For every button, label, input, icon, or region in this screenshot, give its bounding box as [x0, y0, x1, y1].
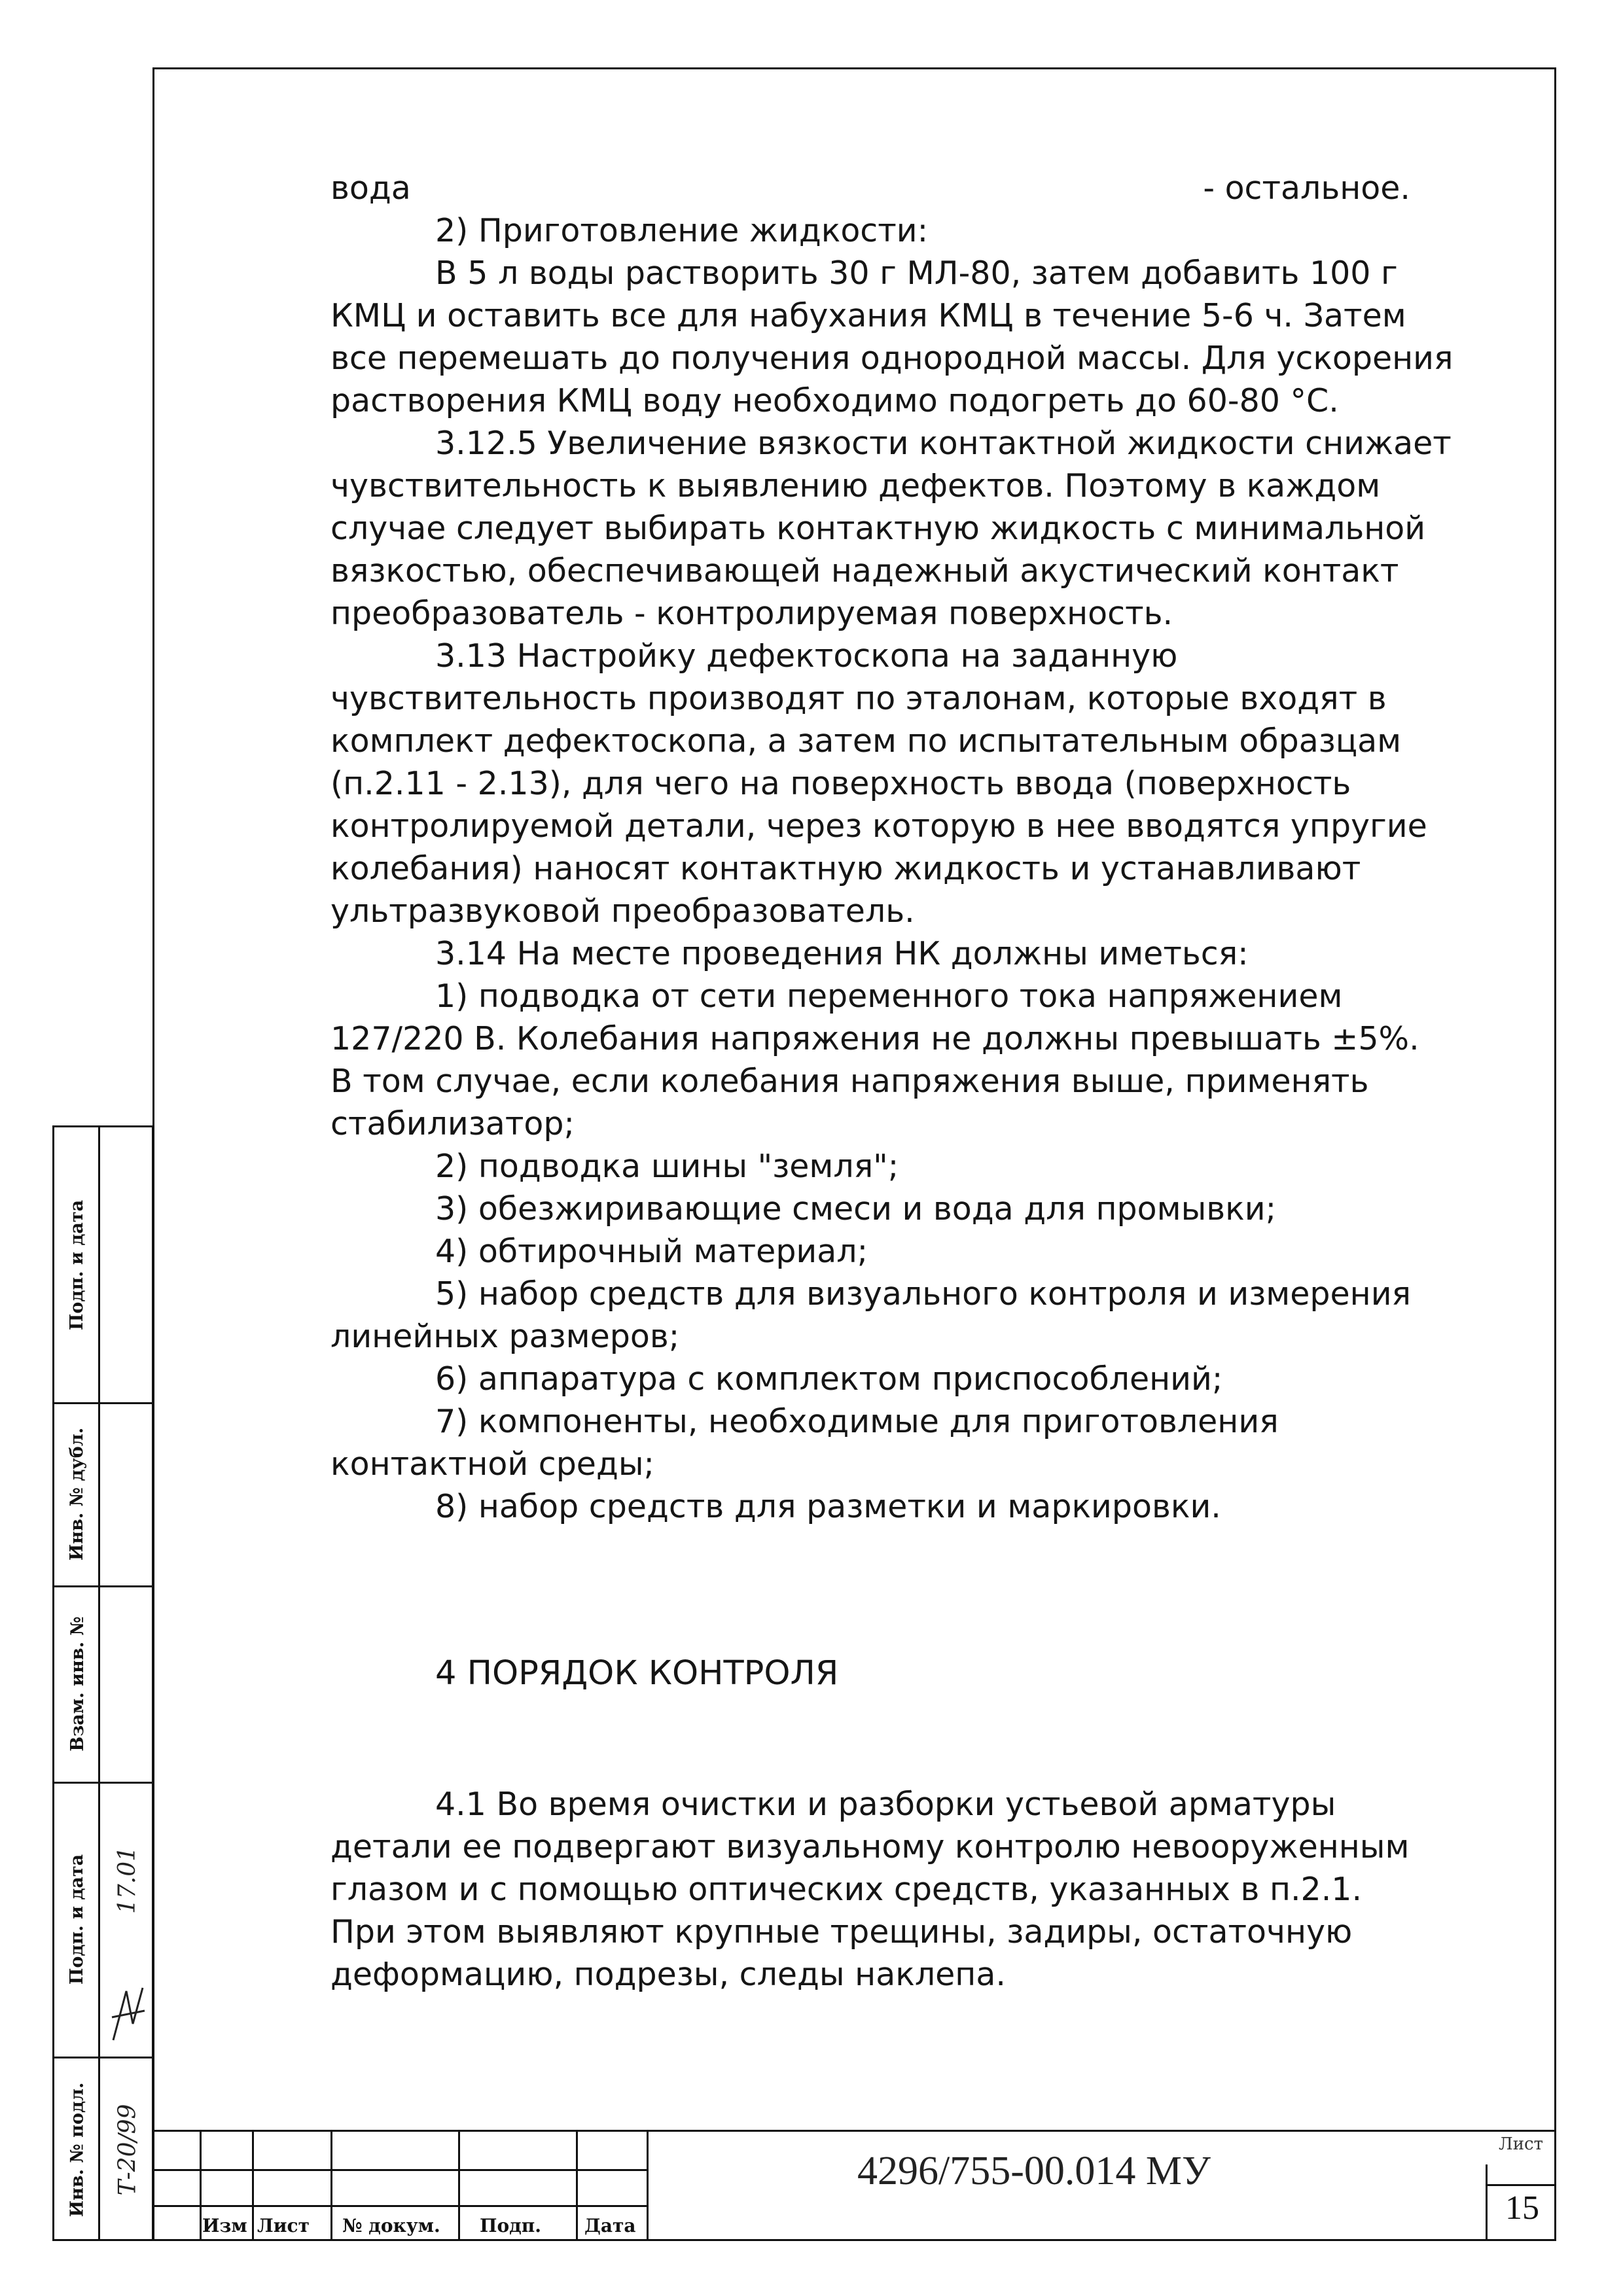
- text-line: 3.13 Настройку дефектоскопа на заданную: [435, 637, 1178, 675]
- text-line: 3.12.5 Увеличение вязкости контактной жидкости снижает: [435, 425, 1452, 462]
- text-line: стабилизатор;: [330, 1105, 575, 1142]
- handwritten-inv: [101, 2057, 154, 2243]
- title-block: [152, 2130, 1556, 2241]
- document-body: [330, 167, 1489, 1996]
- handwritten-date: [101, 1782, 154, 1978]
- title-block-rule: [200, 2130, 202, 2241]
- text-line: 7) компоненты, необходимые для приготовления: [435, 1403, 1279, 1440]
- text-line: В том случае, если колебания напряжения выше, применять: [330, 1063, 1369, 1100]
- text-line: 4) обтирочный материал;: [435, 1233, 868, 1270]
- document-number: 4296/755-00.014 МУ: [857, 2149, 1211, 2193]
- dokum-label: № докум.: [342, 2215, 440, 2236]
- text-line: колебания) наносят контактную жидкость и устанавливают: [330, 850, 1361, 887]
- text-line: деформацию, подрезы, следы наклепа.: [330, 1956, 1006, 1993]
- stamp-label: Взам. инв. №: [67, 1616, 88, 1752]
- text-line: глазом и с помощью оптических средств, указанных в п.2.1.: [330, 1871, 1363, 1908]
- stamp-cell: [54, 1782, 100, 2057]
- text-line: КМЦ и оставить все для набухания КМЦ в течение 5-6 ч. Затем: [330, 297, 1406, 334]
- stamp-label: Инв. № подл.: [67, 2082, 88, 2217]
- text-line: контролируемой детали, через которую в нее вводятся упругие: [330, 807, 1427, 845]
- sheet-number: 15: [1505, 2189, 1539, 2227]
- title-block-rule: [152, 2130, 1556, 2132]
- stamp-label: Инв. № дубл.: [67, 1427, 88, 1561]
- text-line: 2) Приготовление жидкости:: [435, 212, 929, 249]
- section-heading: 4 ПОРЯДОК КОНТРОЛЯ: [435, 1654, 839, 1693]
- text-line-left: вода: [330, 169, 411, 207]
- text-line: 8) набор средств для разметки и маркировки.: [435, 1488, 1221, 1525]
- text-line: линейных размеров;: [330, 1318, 680, 1355]
- text-line: 1) подводка от сети переменного тока напряжением: [435, 978, 1343, 1015]
- text-line: контактной среды;: [330, 1445, 655, 1483]
- text-line: чувствительность производят по эталонам, которые входят в: [330, 680, 1387, 717]
- text-line: 4.1 Во время очистки и разборки устьевой арматуры: [435, 1786, 1336, 1823]
- text-line: вязкостью, обеспечивающей надежный акустический контакт: [330, 552, 1399, 590]
- izm-label: Изм: [202, 2215, 247, 2236]
- text-line: 5) набор средств для визуального контроля и измерения: [435, 1275, 1412, 1313]
- title-block-rule: [458, 2130, 460, 2241]
- side-stamp: [52, 1125, 154, 2241]
- text-line: 3) обезжиривающие смеси и вода для промывки;: [435, 1190, 1277, 1227]
- text-line: В 5 л воды растворить 30 г МЛ-80, затем добавить 100 г: [435, 255, 1398, 292]
- handwritten-date-text: 17.01: [114, 1846, 141, 1914]
- text-line: чувствительность к выявлению дефектов. Поэтому в каждом: [330, 467, 1381, 504]
- text-line: случае следует выбирать контактную жидкость с минимальной: [330, 510, 1426, 547]
- list-label: Лист: [257, 2215, 310, 2236]
- text-line: 2) подводка шины "земля";: [435, 1148, 899, 1185]
- text-line: ультразвуковой преобразователь.: [330, 892, 915, 930]
- stamp-cell: [54, 1127, 100, 1402]
- text-line: 3.14 На месте проведения НК должны иметься:: [435, 935, 1249, 972]
- title-block-rule: [152, 2205, 647, 2207]
- text-line: 6) аппаратура с комплектом приспособлений;: [435, 1360, 1223, 1398]
- text-line: 127/220 В. Колебания напряжения не должны превышать ±5%.: [330, 1020, 1419, 1057]
- text-line: все перемешать до получения однородной массы. Для ускорения: [330, 340, 1454, 377]
- text-line: При этом выявляют крупные трещины, задиры, остаточную: [330, 1913, 1353, 1951]
- signature-mark: [107, 1978, 149, 2050]
- text-line: комплект дефектоскопа, а затем по испытательным образцам: [330, 722, 1402, 760]
- podp-label: Подп.: [480, 2215, 542, 2236]
- data-label: Дата: [584, 2215, 636, 2236]
- text-line: (п.2.11 - 2.13), для чего на поверхность ввода (поверхность: [330, 765, 1351, 802]
- stamp-cell: [54, 2057, 100, 2243]
- text-line: детали ее подвергают визуальному контролю невооруженным: [330, 1828, 1410, 1865]
- title-block-rule: [647, 2130, 649, 2241]
- text-line-right: - остальное.: [1203, 169, 1410, 207]
- text-line: растворения КМЦ воду необходимо подогреть до 60-80 °С.: [330, 382, 1339, 419]
- text-line: преобразователь - контролируемая поверхность.: [330, 595, 1173, 632]
- text-line: [330, 167, 1489, 209]
- stamp-label: Подп. и дата: [67, 1854, 88, 1985]
- title-block-rule: [576, 2130, 578, 2241]
- stamp-label: Подп. и дата: [67, 1199, 88, 1330]
- title-block-rule: [252, 2130, 254, 2241]
- stamp-cell: [54, 1585, 100, 1782]
- handwritten-inv-text: Т-20/99: [114, 2104, 141, 2196]
- sheet-label: Лист: [1499, 2134, 1543, 2154]
- title-block-rule: [330, 2130, 332, 2241]
- title-block-rule: [152, 2169, 647, 2171]
- stamp-cell: [54, 1402, 100, 1585]
